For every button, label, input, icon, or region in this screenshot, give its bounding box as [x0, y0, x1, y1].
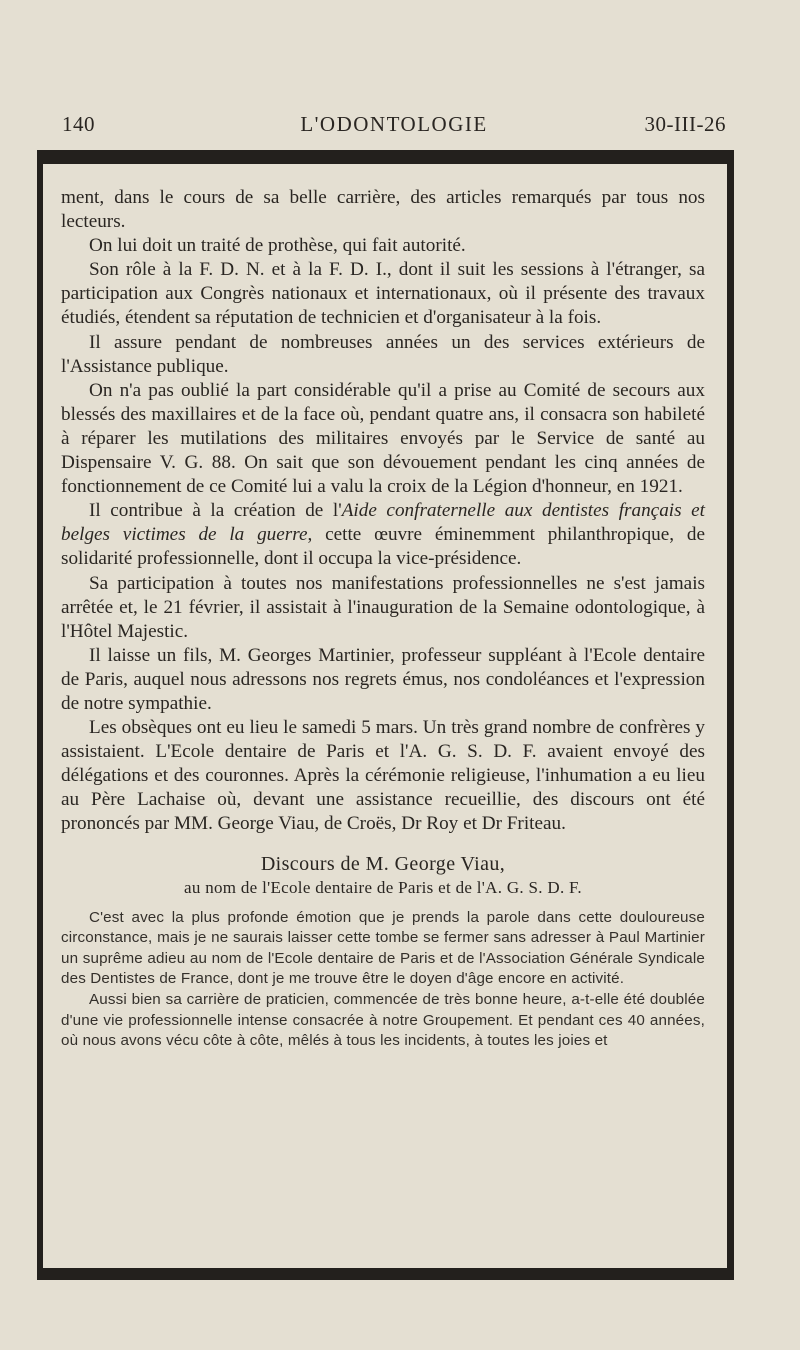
speech-paragraph: C'est avec la plus profonde émotion que je prends la parole dans cette douloureuse circonstance, mais je ne saurais laisser cette tombe se fermer sans adresser à Paul Martinier un suprême adieu au nom de l'Ecole dentaire de Paris et de l'Association Générale Syndicale des Dentistes de France, dont je me trouve être le doyen d'âge encore en activité. — [61, 908, 705, 988]
speech-subtitle: au nom de l'Ecole dentaire de Paris et de l'A. G. S. D. F. — [184, 877, 582, 897]
page-number: 140 — [62, 112, 95, 136]
running-header — [62, 112, 726, 140]
article-body — [61, 186, 705, 1052]
italic-title: Aide confraternelle aux dentistes français et belges victimes de la guerre — [61, 500, 706, 546]
speech-title: Discours de M. George Viau, — [260, 852, 506, 875]
paragraph: Il laisse un fils, M. Georges Martinier, professeur suppléant à l'Ecole dentaire de Paris, auquel nous adressons nos regrets émus, nos condoléances et l'expression de notre sympathie. — [61, 644, 705, 714]
paragraph: Les obsèques ont eu lieu le samedi 5 mars. Un très grand nombre de confrères y assistaient. L'Ecole dentaire de Paris et l'A. G. S. D. F. avaient envoyé des délégations et des couronnes. Après la cérémonie religieuse, l'inhumation a eu lieu au Père Lachaise où, devant une assistance recueillie, des discours ont été prononcés par MM. George Viau, de Croës, Dr Roy et Dr Friteau. — [61, 717, 705, 835]
paragraph — [61, 499, 705, 571]
paragraph: ment, dans le cours de sa belle carrière, des articles remarqués par tous nos lecteurs. — [61, 187, 705, 233]
issue-date: 30-III-26 — [644, 112, 726, 136]
text-run: Il contribue à la création de l' — [89, 500, 342, 522]
speech-paragraph: Aussi bien sa carrière de praticien, commencée de très bonne heure, a-t-elle été doublée d'une vie professionnelle intense consacrée à notre Groupement. Et pendant ces 40 années, où nous avons vécu côte à côte, mêlés à tous les incidents, à toutes les joies et — [61, 990, 705, 1050]
text-run: , cette œuvre éminemment philanthropique, de solidarité professionnelle, dont il occupa la vice-présidence. — [61, 524, 705, 570]
journal-title: L'ODONTOLOGIE — [300, 112, 488, 136]
paragraph: Sa participation à toutes nos manifestations professionnelles ne s'est jamais arrêtée et, le 21 février, il assistait à l'inauguration de la Semaine odontologique, à l'Hôtel Majestic. — [61, 572, 705, 642]
paragraph: On n'a pas oublié la part considérable qu'il a prise au Comité de secours aux blessés des maxillaires et de la face où, pendant quatre ans, il consacra son habileté à réparer les mutilations des militaires envoyés par le Service de santé au Dispensaire V. G. 88. On sait que son dévouement pendant les cinq années de fonctionnement de ce Comité lui a valu la croix de la Légion d'honneur, en 1921. — [61, 379, 705, 498]
paragraph: Il assure pendant de nombreuses années un des services extérieurs de l'Assistance publique. — [61, 331, 705, 377]
paragraph: On lui doit un traité de prothèse, qui fait autorité. — [89, 235, 466, 257]
paragraph: Son rôle à la F. D. N. et à la F. D. I., dont il suit les sessions à l'étranger, sa participation aux Congrès nationaux et internationaux, où il présente des travaux étudiés, étendent sa réputation de technicien et d'organisateur à la fois. — [61, 259, 705, 329]
